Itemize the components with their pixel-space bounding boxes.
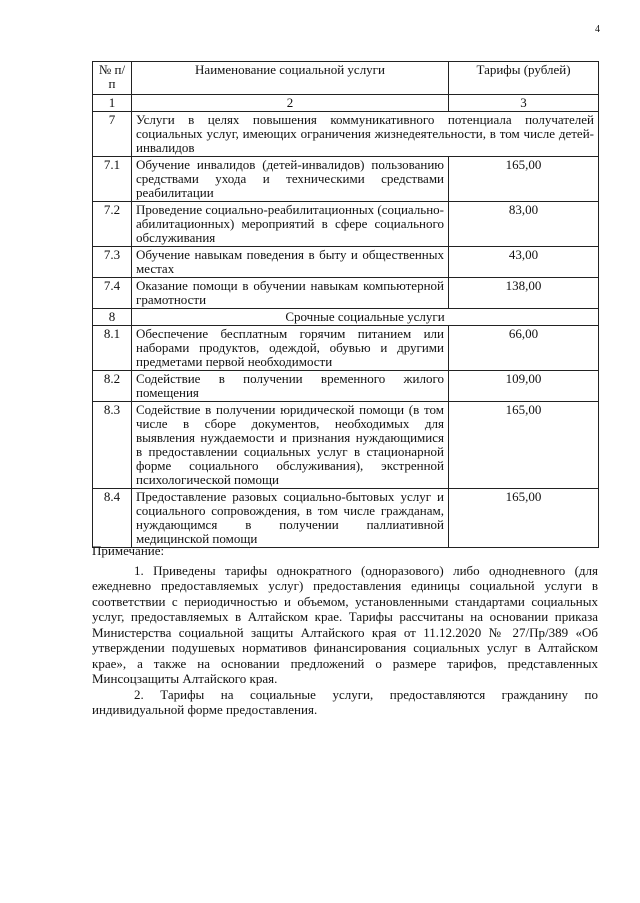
- service-name: Предоставление разовых социально-бытовых услуг и социального сопровождения, в том числе гражданам, нуждающимся в получении паллиативной медицинской помощи: [132, 489, 449, 548]
- header-tariff: Тарифы (рублей): [449, 62, 599, 95]
- header-name: Наименование социальной услуги: [132, 62, 449, 95]
- service-name: Содействие в получении временного жилого помещения: [132, 371, 449, 402]
- row-number: 7.3: [93, 247, 132, 278]
- table-row: [93, 278, 599, 309]
- service-tariff: 165,00: [449, 157, 599, 202]
- table-row: [93, 157, 599, 202]
- row-number: 8.2: [93, 371, 132, 402]
- table-row: [93, 247, 599, 278]
- table-row: [93, 202, 599, 247]
- row-number: 8.3: [93, 402, 132, 489]
- service-name: Оказание помощи в обучении навыкам компьютерной грамотности: [132, 278, 449, 309]
- column-number-row: [93, 95, 599, 112]
- page-number: 4: [595, 24, 600, 35]
- service-tariff: 43,00: [449, 247, 599, 278]
- service-tariff: 83,00: [449, 202, 599, 247]
- service-name: Обеспечение бесплатным горячим питанием или наборами продуктов, одеждой, обувью и другими предметами первой необходимости: [132, 326, 449, 371]
- col-number: 2: [132, 95, 449, 112]
- service-name: Обучение навыкам поведения в быту и общественных местах: [132, 247, 449, 278]
- service-tariff: 66,00: [449, 326, 599, 371]
- row-number: 8.4: [93, 489, 132, 548]
- header-num: № п/п: [93, 62, 132, 95]
- col-number: 3: [449, 95, 599, 112]
- table-row: [93, 402, 599, 489]
- service-tariff: 165,00: [449, 489, 599, 548]
- table-row: [93, 326, 599, 371]
- table-row: [93, 489, 599, 548]
- service-name: Обучение инвалидов (детей-инвалидов) пользованию средствами ухода и техническими средствами реабилитации: [132, 157, 449, 202]
- service-tariff: 165,00: [449, 402, 599, 489]
- note-paragraph-2: 2. Тарифы на социальные услуги, предоставляются гражданину по индивидуальной форме предоставления.: [92, 686, 598, 717]
- row-number: 7.4: [93, 278, 132, 309]
- service-name: Проведение социально-реабилитационных (социально-абилитационных) мероприятий в сфере социального обслуживания: [132, 202, 449, 247]
- table-header-row: [93, 62, 599, 95]
- note-section: [92, 543, 598, 718]
- row-number: 8: [93, 309, 132, 326]
- row-number: 8.1: [93, 326, 132, 371]
- col-number: 1: [93, 95, 132, 112]
- row-number: 7.1: [93, 157, 132, 202]
- row-number: 7: [93, 112, 132, 157]
- service-name: Содействие в получении юридической помощи (в том числе в сборе документов, необходимых для выявления нуждаемости и признания нуждающимися в предоставлении социальных услуг в стационарной форме социального обслуживания), экстренной психологической помощи: [132, 402, 449, 489]
- section-heading: Срочные социальные услуги: [132, 309, 599, 326]
- tariff-table: [92, 61, 599, 548]
- row-number: 7.2: [93, 202, 132, 247]
- note-title: Примечание:: [92, 543, 165, 558]
- table-row: [93, 112, 599, 157]
- note-paragraph-1: 1. Приведены тарифы однократного (одноразового) либо однодневного (для ежедневно предоставляемых услуг) предоставления единицы социальной услуги в соответствии с периодичностью и объемом, установленными стандартами социальных услуг, предоставляемых в Алтайском крае. Тарифы рассчитаны на основании приказа Министерства социальной защиты Алтайского края от 11.12.2020 № 27/Пр/389 «Об утверждении подушевых нормативов финансирования социальных услуг в Алтайском крае», а также на основании предложений о размере тарифов, представленных Минсоцзащиты Алтайского края.: [92, 562, 598, 686]
- service-tariff: 109,00: [449, 371, 599, 402]
- service-tariff: 138,00: [449, 278, 599, 309]
- table-row: [93, 309, 599, 326]
- table-row: [93, 371, 599, 402]
- section-title: Услуги в целях повышения коммуникативного потенциала получателей социальных услуг, имеющих ограничения жизнедеятельности, в том числе детей-инвалидов: [132, 112, 599, 157]
